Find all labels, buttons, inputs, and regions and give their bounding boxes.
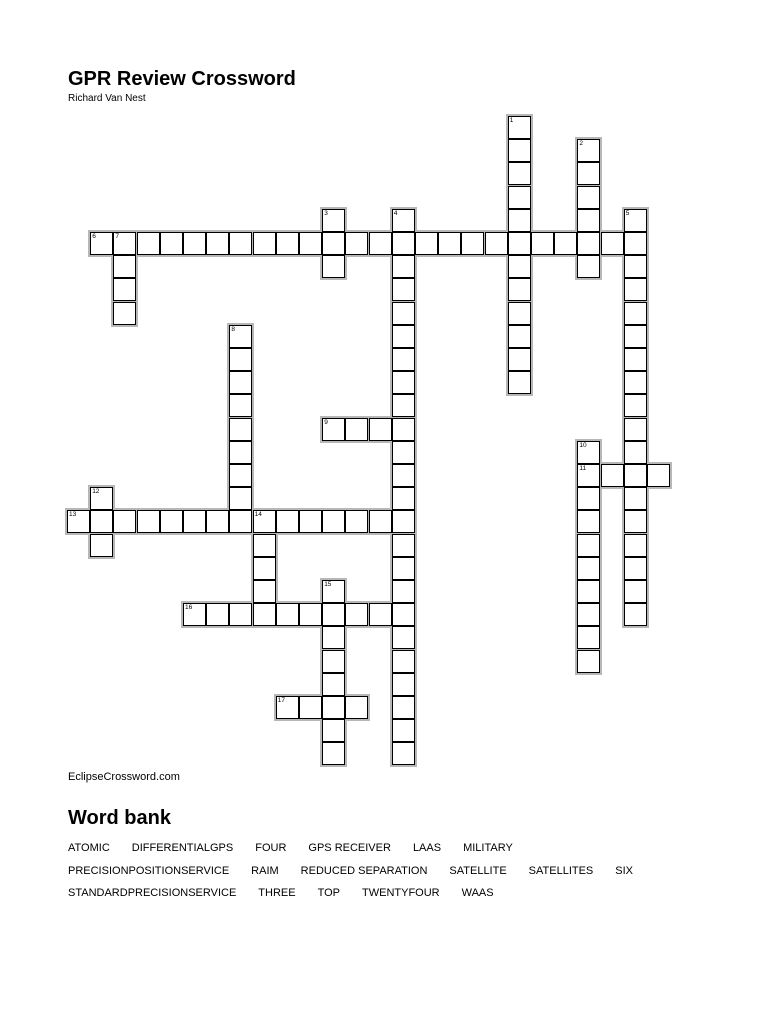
crossword-cell[interactable] [624,371,647,394]
crossword-cell[interactable] [624,255,647,278]
crossword-cell[interactable] [508,278,531,301]
crossword-cell[interactable] [113,278,136,301]
site-credit: EclipseCrossword.com [68,771,180,783]
crossword-cell[interactable] [577,232,600,255]
crossword-cell[interactable] [624,441,647,464]
word-bank-word: RAIM [251,864,279,877]
crossword-cell[interactable] [577,162,600,185]
crossword-cell[interactable] [508,325,531,348]
crossword-cell[interactable] [577,534,600,557]
crossword-cell[interactable] [577,557,600,580]
clue-number: 7 [115,233,120,240]
word-bank-word: PRECISIONPOSITIONSERVICE [68,864,230,877]
crossword-cell[interactable] [322,510,345,533]
crossword-cell[interactable] [253,580,276,603]
crossword-cell[interactable] [276,510,299,533]
crossword-cell[interactable] [299,696,322,719]
clue-number: 15 [324,581,332,588]
crossword-cell[interactable] [508,139,531,162]
crossword-cell[interactable] [508,186,531,209]
crossword-cell[interactable] [624,348,647,371]
crossword-cell[interactable] [624,394,647,417]
crossword-cell[interactable] [508,348,531,371]
clue-number: 11 [579,465,587,472]
word-bank-word: SATELLITE [449,864,507,877]
word-bank-word: TWENTYFOUR [362,887,440,899]
crossword-cell[interactable] [276,603,299,626]
crossword-cell[interactable] [299,510,322,533]
crossword-cell[interactable] [577,209,600,232]
crossword-cell[interactable] [577,510,600,533]
crossword-cell[interactable] [624,580,647,603]
crossword-cell[interactable] [624,232,647,255]
clue-number: 6 [92,233,96,240]
crossword-cell[interactable] [624,557,647,580]
clue-number: 13 [69,511,77,519]
crossword-cell[interactable] [624,534,647,557]
crossword-cell[interactable] [229,394,252,417]
crossword-cell[interactable] [601,232,624,255]
crossword-cell[interactable] [392,650,415,673]
word-bank-word: GPS RECEIVER [308,842,391,854]
word-bank-word: ATOMIC [68,842,110,854]
crossword-cell[interactable] [276,232,299,255]
crossword-cell[interactable] [624,510,647,533]
crossword-cell[interactable] [322,232,345,255]
crossword-cell[interactable] [322,696,345,719]
crossword-cell[interactable] [253,557,276,580]
word-bank-word: SATELLITES [528,864,594,877]
crossword-cell[interactable] [229,510,252,533]
crossword-cell[interactable] [160,510,183,533]
crossword-cell[interactable] [229,232,252,255]
clue-number: 2 [579,140,584,148]
clue-number: 3 [324,209,328,217]
crossword-cell[interactable] [160,232,183,255]
crossword-cell[interactable] [137,510,160,533]
clue-number: 17 [277,697,286,704]
clue-number: 5 [625,209,630,217]
crossword-cell[interactable] [206,510,229,533]
word-bank-row [68,887,708,910]
crossword-cell[interactable] [392,278,415,301]
crossword-cell[interactable] [322,673,345,696]
crossword-cell[interactable] [624,278,647,301]
crossword-cell[interactable] [392,394,415,417]
crossword-cell[interactable] [113,255,136,278]
crossword-cell[interactable] [345,418,368,441]
crossword-cell[interactable] [624,418,647,441]
word-bank-word: REDUCED SEPARATION [300,864,428,877]
crossword-cell[interactable] [624,325,647,348]
crossword-cell[interactable] [369,232,392,255]
crossword-cell[interactable] [577,255,600,278]
word-bank-word: LAAS [412,842,442,854]
crossword-cell[interactable] [253,603,276,626]
crossword-cell[interactable] [508,302,531,325]
clue-number: 16 [185,604,193,612]
crossword-cell[interactable] [253,232,276,255]
word-bank-word: SIX [615,864,634,877]
crossword-cell[interactable] [369,418,392,441]
word-bank-word: THREE [258,887,296,899]
crossword-cell[interactable] [229,603,252,626]
crossword-cell[interactable] [392,348,415,371]
clue-number: 4 [393,209,398,217]
crossword-cell[interactable] [322,650,345,673]
crossword-cell[interactable] [229,487,252,510]
crossword-cell[interactable] [392,487,415,510]
crossword-cell[interactable] [577,603,600,626]
crossword-cell[interactable] [183,510,206,533]
crossword-cell[interactable] [206,603,229,626]
crossword-cell[interactable] [229,371,252,394]
crossword-cell[interactable] [113,510,136,533]
clue-number: 14 [254,511,262,519]
crossword-cell[interactable] [392,673,415,696]
crossword-cell[interactable] [531,232,554,255]
crossword-cell[interactable] [438,232,461,255]
crossword-cell[interactable] [624,464,647,487]
crossword-cell[interactable] [392,232,415,255]
crossword-cell[interactable] [624,487,647,510]
crossword-cell[interactable] [508,255,531,278]
crossword-cell[interactable] [392,302,415,325]
crossword-cell[interactable] [508,371,531,394]
crossword-cell[interactable] [322,603,345,626]
crossword-cell[interactable] [322,626,345,649]
clue-number: 1 [509,117,514,124]
crossword-cell[interactable] [577,580,600,603]
author-name: Richard Van Nest [68,93,146,104]
crossword-cell[interactable] [392,603,415,626]
crossword-cell[interactable] [554,232,577,255]
crossword-cell[interactable] [345,696,368,719]
crossword-cell[interactable] [345,510,368,533]
crossword-cell[interactable] [322,719,345,742]
crossword-cell[interactable] [508,232,531,255]
clue-number: 10 [579,441,587,449]
word-bank-word: STANDARDPRECISIONSERVICE [68,887,237,899]
crossword-cell[interactable] [601,464,624,487]
crossword-cell[interactable] [299,603,322,626]
crossword-cell[interactable] [392,441,415,464]
crossword-cell[interactable] [392,255,415,278]
word-bank-word: MILITARY [463,842,513,854]
crossword-cell[interactable] [392,742,415,765]
puzzle-title: GPR Review Crossword [68,68,296,90]
crossword-cell[interactable] [229,441,252,464]
crossword-cell[interactable] [229,348,252,371]
crossword-cell[interactable] [392,371,415,394]
crossword-cell[interactable] [508,162,531,185]
crossword-cell[interactable] [392,418,415,441]
crossword-cell[interactable] [647,464,670,487]
word-bank-word: WAAS [461,887,494,899]
word-bank-word: DIFFERENTIALGPS [131,842,234,854]
crossword-cell[interactable] [392,557,415,580]
crossword-cell[interactable] [113,302,136,325]
crossword-cell[interactable] [90,534,113,557]
clue-number: 12 [92,488,100,496]
crossword-cell[interactable] [229,464,252,487]
crossword-cell[interactable] [299,232,322,255]
word-bank-title: Word bank [68,807,171,829]
crossword-cell[interactable] [461,232,484,255]
crossword-cell[interactable] [392,696,415,719]
crossword-cell[interactable] [183,232,206,255]
crossword-cell[interactable] [392,580,415,603]
word-bank-row [68,865,708,888]
word-bank [68,842,708,910]
crossword-cell[interactable] [415,232,438,255]
clue-number: 9 [324,418,328,426]
word-bank-word: TOP [317,887,340,899]
crossword-cell[interactable] [322,255,345,278]
crossword-cell[interactable] [392,626,415,649]
crossword-cell[interactable] [624,302,647,325]
crossword-cell[interactable] [206,232,229,255]
crossword-cell[interactable] [90,510,113,533]
crossword-cell[interactable] [229,418,252,441]
crossword-cell[interactable] [508,209,531,232]
crossword-cell[interactable] [345,603,368,626]
crossword-cell[interactable] [577,487,600,510]
crossword-cell[interactable] [322,742,345,765]
crossword-cell[interactable] [392,534,415,557]
word-bank-row [68,842,708,865]
crossword-cell[interactable] [137,232,160,255]
crossword-cell[interactable] [485,232,508,255]
crossword-cell[interactable] [253,534,276,557]
crossword-cell[interactable] [392,325,415,348]
crossword-cell[interactable] [392,510,415,533]
crossword-cell[interactable] [577,626,600,649]
crossword-cell[interactable] [392,719,415,742]
crossword-cell[interactable] [345,232,368,255]
crossword-cell[interactable] [369,603,392,626]
crossword-cell[interactable] [624,603,647,626]
crossword-cell[interactable] [392,464,415,487]
clue-number: 8 [231,325,236,333]
word-bank-word: FOUR [255,842,287,854]
crossword-cell[interactable] [577,186,600,209]
crossword-cell[interactable] [369,510,392,533]
crossword-cell[interactable] [577,650,600,673]
